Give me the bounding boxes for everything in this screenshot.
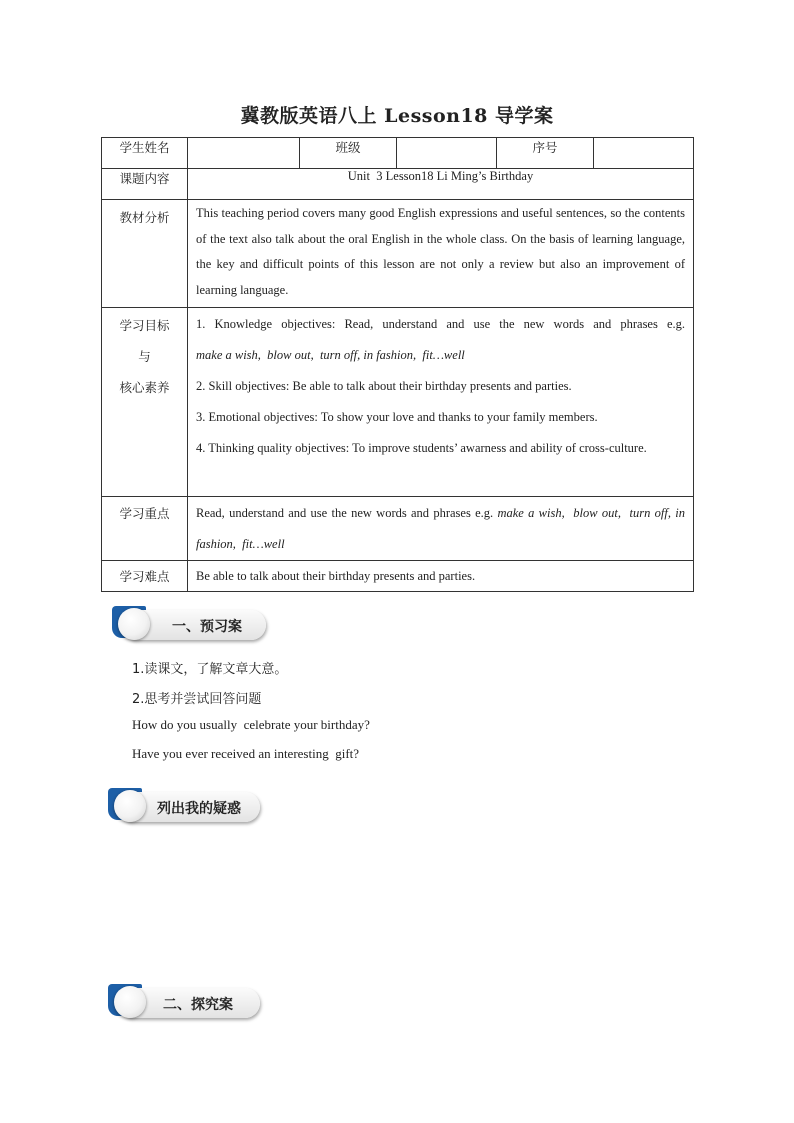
analysis-label: 教材分析 [102,200,188,308]
class-field[interactable] [397,138,497,169]
keypoint-text [188,497,694,561]
objective-3: 3. Emotional objectives: To show your love and thanks to your family members. [196,410,598,424]
topic-value: Unit 3 Lesson18 Li Ming’s Birthday [188,169,694,200]
objective-4: 4. Thinking quality objectives: To improve students’ awarness and ability of cross-culture. [196,441,647,455]
preview-item-1: 1.读课文，了解文章大意。 [132,662,288,677]
lesson-info-table [101,137,694,592]
student-name-label: 学生姓名 [102,138,188,169]
analysis-text: This teaching period covers many good English expressions and useful sentences, so the contents of the text also talk about the oral English in the whole class. On the basis of learning language, the key and difficult points of this lesson are not only a review but also an improvement of learning language. [188,200,694,308]
objective-2: 2. Skill objectives: Be able to talk about their birthday presents and parties. [196,379,572,393]
objective-1-text: 1. Knowledge objectives: Read, understand and use the new words and phrases e.g. [196,317,685,331]
objective-1-phrases: make a wish, blow out, turn off, in fashion, fit…well [196,348,465,362]
section-circle-icon [114,986,146,1018]
class-label: 班级 [300,138,397,169]
table-row [102,308,694,497]
question-2: Have you ever received an interesting gift? [132,746,360,761]
table-row [102,138,694,169]
doubts-section-header [108,788,268,826]
section-circle-icon [118,608,150,640]
explore-section-title: 二、探究案 [163,997,233,1013]
objectives-text [188,308,694,497]
seat-number-field[interactable] [594,138,694,169]
preview-item-2: 2.思考并尝试回答问题 [132,692,262,707]
table-row [102,200,694,308]
objectives-label-line1: 学习目标 [119,318,170,333]
doubts-section-title: 列出我的疑惑 [157,801,241,817]
objectives-label-line2: 与 [138,349,151,364]
objectives-label-line3: 核心素养 [119,380,170,395]
section-circle-icon [114,790,146,822]
topic-label: 课题内容 [102,169,188,200]
table-row [102,169,694,200]
difficulty-text: Be able to talk about their birthday presents and parties. [188,561,694,592]
page-title: 冀教版英语八上 Lesson18 导学案 [240,105,554,127]
objective-1 [196,309,685,371]
preview-section-header [112,606,272,644]
question-1: How do you usually celebrate your birthday? [132,717,370,732]
keypoint-phrases: make a wish, blow out, turn off, in fashion, fit…well [196,506,689,551]
keypoint-text-plain: Read, understand and use the new words and phrases e.g. [196,506,494,520]
seat-number-label: 序号 [497,138,594,169]
explore-section-header [108,984,268,1022]
objectives-label [102,308,188,497]
table-row [102,497,694,561]
difficulty-label: 学习难点 [102,561,188,592]
keypoint-label: 学习重点 [102,497,188,561]
student-name-field[interactable] [188,138,300,169]
preview-section-title: 一、预习案 [172,619,242,635]
table-row [102,561,694,592]
